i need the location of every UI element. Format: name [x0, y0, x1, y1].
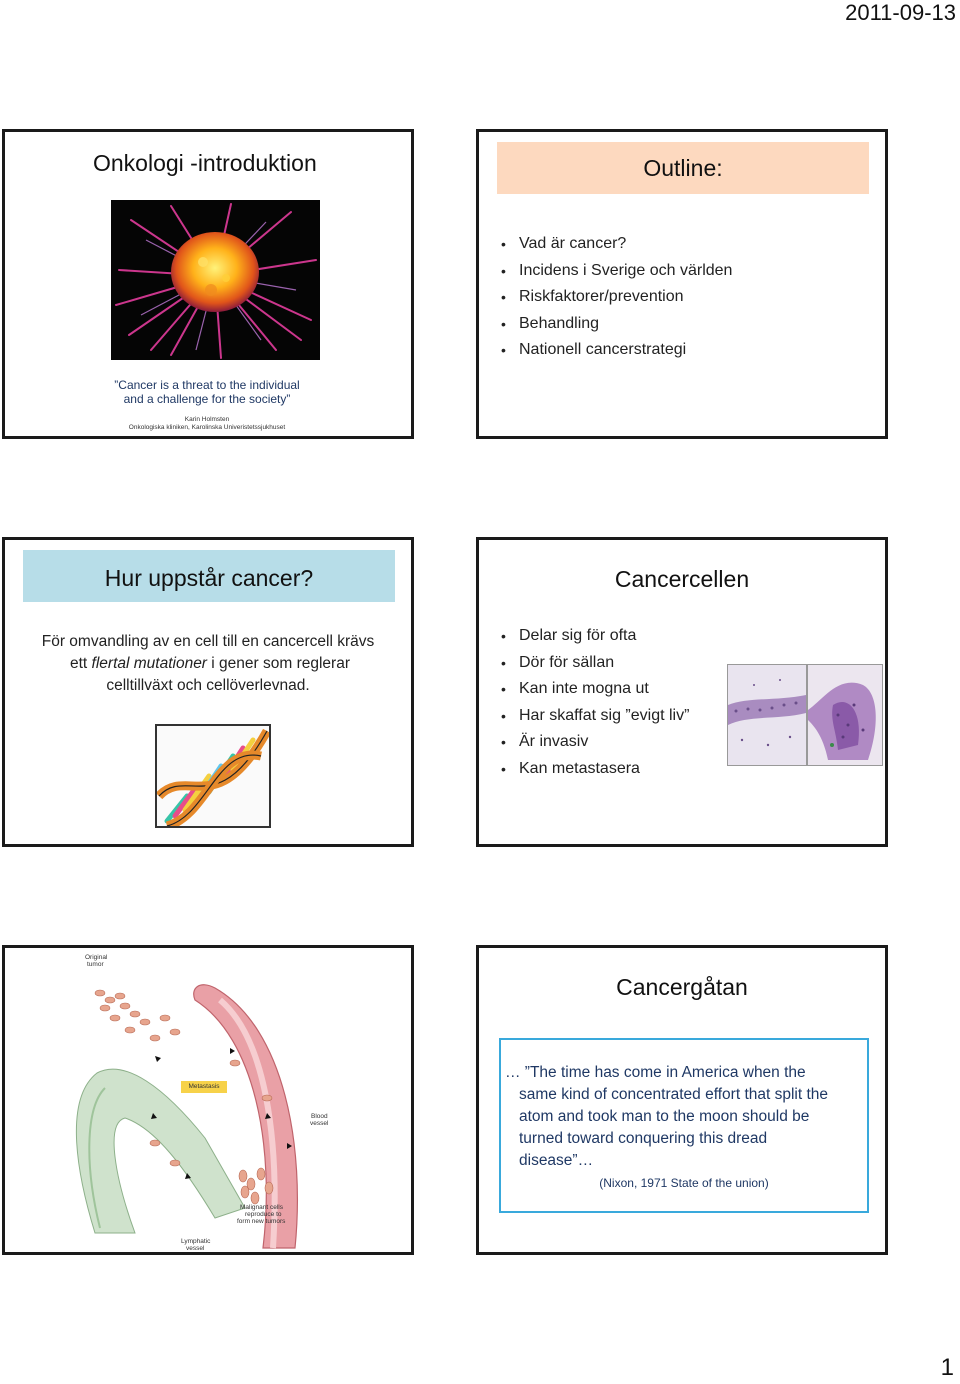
list-item: • Riskfaktorer/prevention	[499, 284, 732, 311]
quote-line-1: ”Cancer is a threat to the individual	[114, 378, 300, 392]
list-item: • Behandling	[499, 311, 732, 338]
label-lymphatic: Lymphatic	[181, 1238, 211, 1245]
list-item: • Är invasiv	[499, 729, 689, 756]
label-vessel: vessel	[310, 1120, 329, 1127]
label-tumor: tumor	[87, 961, 104, 968]
slide-cancergatan	[476, 945, 888, 1255]
page-number: 1	[940, 1354, 954, 1381]
label-malignant-2: reproduce to	[245, 1211, 282, 1218]
histology-image-tumor	[807, 664, 883, 766]
quote-box	[499, 1038, 869, 1213]
slide-text	[5, 631, 411, 697]
histology-image-normal	[727, 664, 807, 766]
outline-list	[499, 231, 732, 364]
quote-line-5: disease”…	[519, 1152, 594, 1169]
label-malignant-1: Malignant cells	[240, 1204, 283, 1211]
slide-title: Onkologi -introduktion	[93, 150, 317, 176]
dna-helix-image	[155, 724, 271, 828]
hur-title-box	[23, 550, 395, 602]
label-original: Original	[85, 954, 108, 961]
slide-metastasis-diagram	[2, 945, 414, 1255]
list-item: • Incidens i Sverige och världen	[499, 258, 732, 285]
label-metastasis-box: Metastasis	[181, 1081, 227, 1093]
slide-onkologi-introduktion	[2, 129, 414, 439]
list-item: • Vad är cancer?	[499, 231, 732, 258]
label-malignant-3: form new tumors	[237, 1218, 286, 1225]
quote-line-2: and a challenge for the society”	[123, 392, 291, 406]
slide-title: Cancergåtan	[616, 974, 748, 1000]
list-item: • Dör för sällan	[499, 650, 689, 677]
list-item: • Nationell cancerstrategi	[499, 337, 732, 364]
text-line-2: ett flertal mutationer i gener som reglerar	[69, 655, 350, 672]
slide-cancercellen	[476, 537, 888, 847]
page-date: 2011-09-13	[845, 0, 956, 25]
cancercell-list	[499, 623, 689, 782]
quote-line-4: turned toward conquering this dread	[519, 1130, 768, 1147]
slide-outline	[476, 129, 888, 439]
quote-line-2: same kind of concentrated effort that split the	[519, 1086, 829, 1103]
text-line-3: celltillväxt och cellöverlevnad.	[106, 677, 310, 694]
slide-title: Outline:	[643, 155, 723, 181]
quote-line-1: … ”The time has come in America when the	[505, 1064, 806, 1081]
outline-title-box	[497, 142, 869, 194]
author-affiliation: Onkologiska kliniken, Karolinska Univeristetssjukhuset	[128, 424, 286, 431]
quote-citation: (Nixon, 1971 State of the union)	[599, 1176, 769, 1190]
label-blood: Blood	[311, 1113, 328, 1120]
list-item: • Kan inte mogna ut	[499, 676, 689, 703]
text-line-1: För omvandling av en cell till en cancercell krävs	[41, 633, 375, 650]
metastasis-illustration	[5, 948, 411, 1252]
slide-title: Hur uppstår cancer?	[104, 565, 314, 591]
emphasis-mutations: flertal mutationer	[91, 655, 207, 672]
list-item: • Kan metastasera	[499, 756, 689, 783]
label-lymph-vessel: vessel	[186, 1245, 205, 1252]
list-item: • Delar sig för ofta	[499, 623, 689, 650]
slide-hur-uppstar-cancer	[2, 537, 414, 847]
cancer-cell-image	[111, 200, 320, 360]
list-item: • Har skaffat sig ”evigt liv”	[499, 703, 689, 730]
slide-title: Cancercellen	[614, 566, 750, 592]
quote-line-3: atom and took man to the moon should be	[519, 1108, 810, 1125]
author-name: Karin Holmsten	[184, 416, 230, 423]
